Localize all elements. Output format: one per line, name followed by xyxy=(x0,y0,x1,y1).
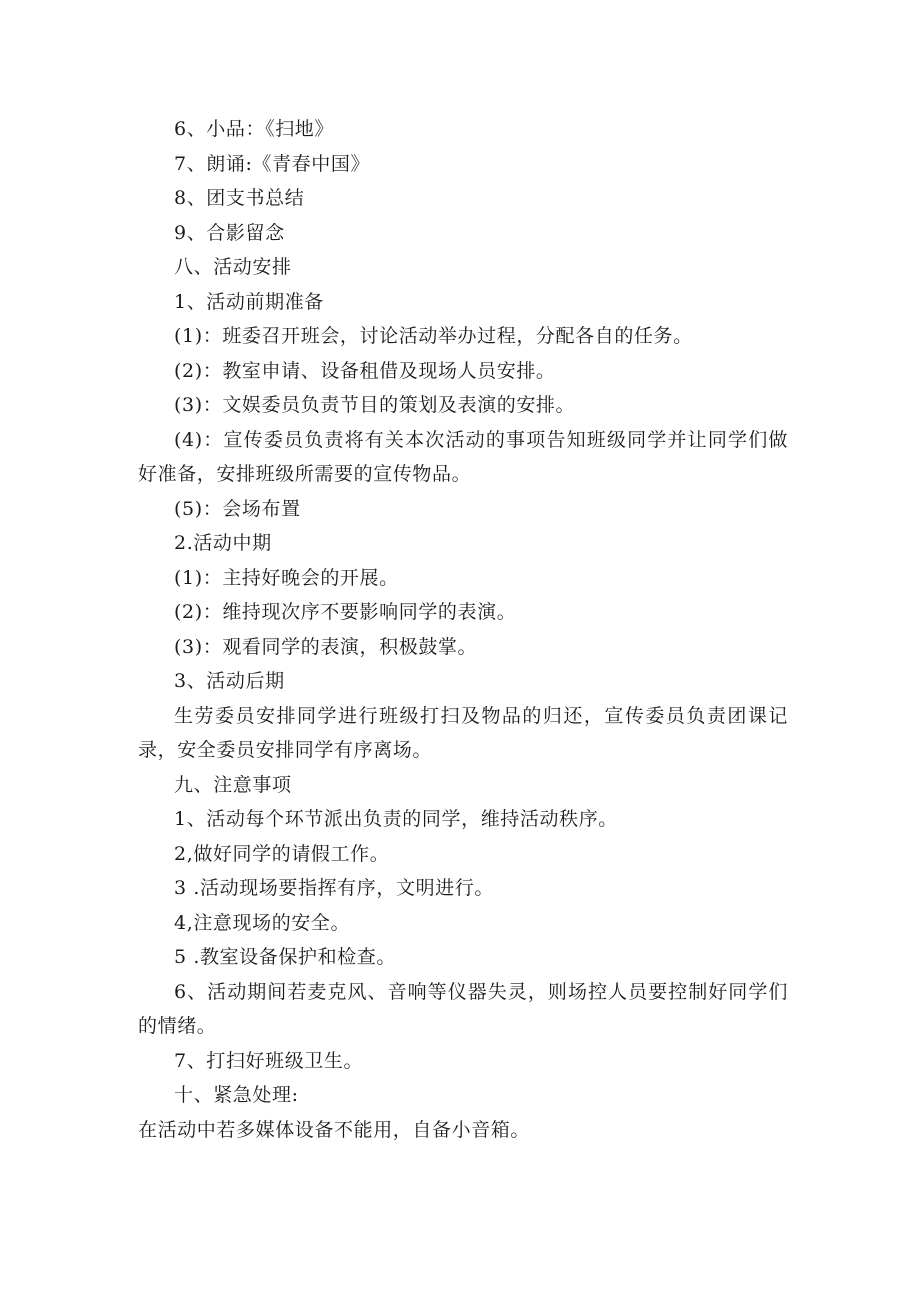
document-body xyxy=(138,112,788,1147)
note-item-1: 1、活动每个环节派出负责的同学，维持活动秩序。 xyxy=(174,808,618,830)
program-item-9: 9、合影留念 xyxy=(174,221,285,244)
mid-item-2: (2)：维持现次序不要影响同学的表演。 xyxy=(174,601,517,623)
program-item-8: 8、团支书总结 xyxy=(174,187,305,209)
late-stage-paragraph: 生劳委员安排同学进行班级打扫及物品的归还，宣传委员负责团课记录，安全委员安排同学有序离场。 xyxy=(138,704,788,761)
program-item-6: 6、小品：《扫地》 xyxy=(174,118,334,140)
program-item-7: 7、朗诵:《青春中国》 xyxy=(174,152,371,175)
note-item-4: 4,注意现场的安全。 xyxy=(174,911,351,934)
section-heading-arrangement: 八、活动安排 xyxy=(174,256,292,278)
emergency-paragraph: 在活动中若多媒体设备不能用，自备小音箱。 xyxy=(138,1118,531,1141)
prep-item-5: (5)：会场布置 xyxy=(174,497,301,520)
mid-item-1: (1)：主持好晚会的开展。 xyxy=(174,566,399,589)
note-item-7: 7、打扫好班级卫生。 xyxy=(174,1049,364,1072)
prep-item-3: (3)：文娱委员负责节目的策划及表演的安排。 xyxy=(174,394,576,416)
note-item-2: 2,做好同学的请假工作。 xyxy=(174,842,390,865)
mid-item-3: (3)：观看同学的表演，积极鼓掌。 xyxy=(174,635,478,658)
section-heading-notes: 九、注意事项 xyxy=(174,773,292,796)
prep-item-2: (2)：教室申请、设备租借及现场人员安排。 xyxy=(174,359,556,382)
prep-item-4: (4)：宣传委员负责将有关本次活动的事项告知班级同学并让同学们做好准备，安排班级所需要的宣传物品。 xyxy=(138,428,788,485)
subheading-late-stage: 3、活动后期 xyxy=(174,670,285,692)
note-item-3: 3 .活动现场要指挥有序，文明进行。 xyxy=(174,877,494,899)
note-item-6: 6、活动期间若麦克风、音响等仪器失灵，则场控人员要控制好同学们的情绪。 xyxy=(138,980,788,1037)
prep-item-1: (1)：班委召开班会，讨论活动举办过程，分配各自的任务。 xyxy=(174,325,693,347)
subheading-mid-stage: 2.活动中期 xyxy=(174,532,272,554)
subheading-preparation: 1、活动前期准备 xyxy=(174,290,324,313)
note-item-5: 5 .教室设备保护和检查。 xyxy=(174,946,396,968)
section-heading-emergency: 十、紧急处理: xyxy=(174,1084,299,1106)
